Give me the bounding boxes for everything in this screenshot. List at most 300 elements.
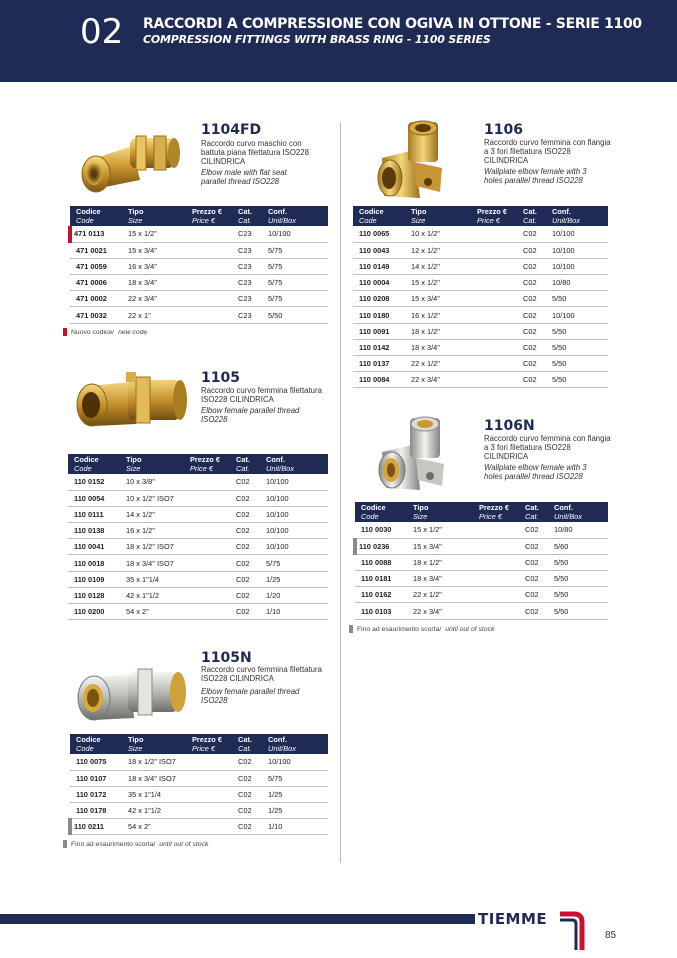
table-row: [353, 307, 608, 323]
cell-box: 5/75: [262, 258, 328, 274]
cell-cat: C02: [232, 770, 262, 786]
col-box-en: Unit/Box: [268, 743, 296, 753]
cell-box: 10/100: [260, 523, 328, 539]
table-header: [70, 734, 328, 754]
cell-size: 18 x 3/4": [405, 339, 471, 355]
product-table-1104fd: [68, 206, 328, 324]
cell-cat: C02: [519, 603, 548, 619]
cell-size: 22 x 1": [122, 307, 186, 323]
cell-price: [473, 522, 519, 538]
cell-box: 10/100: [262, 226, 328, 242]
table-row: [353, 291, 608, 307]
table-row: [70, 275, 328, 291]
product-desc-it-1105n: Raccordo curvo femmina filettatura ISO228 CILINDRICA: [201, 665, 322, 684]
cell-price: [184, 539, 230, 555]
table-row: [353, 275, 608, 291]
cell-size: 15 x 1/2": [122, 226, 186, 242]
cell-price: [186, 803, 232, 819]
cell-cat: C02: [230, 604, 260, 620]
table-row: [355, 538, 608, 554]
col-cat: Cat.: [525, 503, 539, 512]
cell-cat: C23: [232, 242, 262, 258]
col-cat-en: Cat.: [238, 743, 252, 753]
product-table-1106: [353, 206, 608, 388]
cell-code: 110 0137: [353, 356, 405, 372]
cell-code: 471 0021: [70, 242, 122, 258]
cell-size: 22 x 3/4": [407, 603, 473, 619]
col-cat-en: Cat.: [523, 215, 537, 225]
col-cat-en: Cat.: [238, 215, 252, 225]
cell-code: 110 0149: [353, 258, 405, 274]
cell-price: [473, 603, 519, 619]
cell-cat: C02: [232, 803, 262, 819]
cell-box: 5/50: [546, 372, 608, 388]
cell-size: 54 x 2": [120, 604, 184, 620]
cell-code: 110 0109: [68, 571, 120, 587]
note-out-of-stock: [63, 840, 208, 848]
page-header: [0, 0, 677, 82]
cell-cat: C02: [517, 307, 546, 323]
cell-price: [186, 291, 232, 307]
brass-elbow-female-image: [72, 372, 190, 432]
cell-size: 35 x 1"1/4: [122, 786, 186, 802]
col-price-en: Price €: [192, 743, 216, 753]
cell-box: 10/100: [546, 242, 608, 258]
cell-price: [471, 242, 517, 258]
cell-cat: C02: [517, 242, 546, 258]
cell-price: [473, 554, 519, 570]
product-desc-en-1106: Wallplate elbow female with 3 holes parallel thread ISO228: [484, 167, 587, 186]
note-text-en: new code: [118, 328, 148, 336]
cell-size: 15 x 1/2": [407, 522, 473, 538]
cell-price: [184, 571, 230, 587]
cell-size: 15 x 3/4": [407, 538, 473, 554]
cell-box: 1/25: [262, 803, 328, 819]
col-size: Tipo: [128, 207, 144, 216]
product-code-1106n: 1106N: [484, 418, 535, 434]
cell-box: 10/80: [548, 522, 608, 538]
table-row: [70, 803, 328, 819]
table-row: [353, 226, 608, 242]
cell-size: 22 x 3/4": [122, 291, 186, 307]
title-english: COMPRESSION FITTINGS WITH BRASS RING - 1100 SERIES: [143, 33, 491, 46]
cell-box: 1/25: [260, 571, 328, 587]
table-row: [68, 587, 328, 603]
cell-price: [473, 587, 519, 603]
product-table-1106n: [353, 502, 608, 620]
cell-code: 471 0059: [70, 258, 122, 274]
cell-cat: C02: [230, 555, 260, 571]
cell-size: 10 x 3/8": [120, 474, 184, 490]
cell-price: [473, 538, 519, 554]
col-price: Prezzo €: [190, 455, 220, 464]
product-desc-en-1105: Elbow female parallel thread ISO228: [201, 406, 300, 425]
cell-size: 42 x 1"1/2: [120, 587, 184, 603]
col-box: Conf.: [268, 207, 287, 216]
brand-logo: TIEMME: [478, 910, 548, 928]
cell-box: 5/50: [546, 356, 608, 372]
cell-cat: C02: [519, 538, 548, 554]
table-row: [68, 490, 328, 506]
cell-cat: C23: [232, 258, 262, 274]
cell-cat: C02: [230, 571, 260, 587]
cell-code: 110 0054: [68, 490, 120, 506]
cell-code: 110 0162: [355, 587, 407, 603]
cell-cat: C02: [232, 819, 262, 835]
col-box: Conf.: [268, 735, 287, 744]
table-row: [353, 242, 608, 258]
cell-code: 110 0172: [70, 786, 122, 802]
table-row: [68, 506, 328, 522]
cell-code: 110 0211: [70, 819, 122, 835]
cell-box: 10/100: [546, 258, 608, 274]
cell-code: 110 0043: [353, 242, 405, 258]
cell-box: 10/100: [546, 226, 608, 242]
cell-price: [471, 339, 517, 355]
col-price-en: Price €: [190, 463, 214, 473]
note-text-it: Fino ad esaurimento scorta/: [357, 625, 442, 633]
col-price: Prezzo €: [477, 207, 507, 216]
cell-size: 18 x 1/2" ISO7: [120, 539, 184, 555]
cell-size: 14 x 1/2": [405, 258, 471, 274]
cell-size: 18 x 1/2" ISO7: [122, 754, 186, 770]
product-table-1105: [68, 454, 328, 620]
table-row: [353, 372, 608, 388]
table-header: [355, 502, 608, 522]
cell-box: 10/100: [262, 754, 328, 770]
cell-cat: C02: [230, 474, 260, 490]
note-new-code: [63, 328, 147, 336]
cell-box: 1/25: [262, 786, 328, 802]
note-text-it: Fino ad esaurimento scorta/: [71, 840, 156, 848]
cell-code: 110 0018: [68, 555, 120, 571]
col-size: Tipo: [128, 735, 144, 744]
cell-price: [471, 307, 517, 323]
grey-marker-icon: [349, 625, 353, 633]
cell-price: [184, 506, 230, 522]
table-row: [70, 770, 328, 786]
cell-code: 110 0091: [353, 323, 405, 339]
table-header: [70, 206, 328, 226]
cell-cat: C02: [519, 522, 548, 538]
col-price-en: Price €: [192, 215, 216, 225]
col-cat: Cat.: [236, 455, 250, 464]
note-text-en: until out of stock: [445, 625, 495, 633]
table-row: [70, 307, 328, 323]
table-row: [355, 554, 608, 570]
table-row: [70, 226, 328, 242]
red-marker-icon: [63, 328, 67, 336]
cell-cat: C02: [230, 523, 260, 539]
table-row: [68, 555, 328, 571]
cell-size: 12 x 1/2": [405, 242, 471, 258]
col-code-en: Code: [361, 511, 379, 521]
table-row: [355, 571, 608, 587]
col-price-en: Price €: [479, 511, 503, 521]
cell-size: 42 x 1"1/2: [122, 803, 186, 819]
cell-cat: C23: [232, 291, 262, 307]
cell-size: 10 x 1/2" ISO7: [120, 490, 184, 506]
cell-price: [186, 754, 232, 770]
col-code: Codice: [359, 207, 384, 216]
col-price: Prezzo €: [479, 503, 509, 512]
cell-box: 1/20: [260, 587, 328, 603]
cell-cat: C02: [232, 754, 262, 770]
table-row: [70, 242, 328, 258]
page-number: 85: [605, 930, 617, 941]
cell-price: [473, 571, 519, 587]
cell-size: 15 x 3/4": [405, 291, 471, 307]
cell-price: [186, 226, 232, 242]
col-size-en: Size: [128, 743, 143, 753]
table-row: [68, 604, 328, 620]
grey-marker-icon: [63, 840, 67, 848]
cell-size: 35 x 1"1/4: [120, 571, 184, 587]
cell-price: [471, 291, 517, 307]
cell-size: 18 x 1/2": [405, 323, 471, 339]
cell-size: 22 x 3/4": [405, 372, 471, 388]
cell-cat: C02: [519, 571, 548, 587]
table-row: [68, 474, 328, 490]
cell-code: 110 0181: [355, 571, 407, 587]
col-size-en: Size: [126, 463, 141, 473]
cell-price: [186, 770, 232, 786]
table-row: [70, 786, 328, 802]
cell-price: [184, 490, 230, 506]
cell-price: [184, 474, 230, 490]
cell-cat: C02: [230, 506, 260, 522]
product-desc-it-1106: Raccordo curvo femmina con flangia a 3 fori filettatura ISO228 CILINDRICA: [484, 138, 611, 166]
cell-box: 5/50: [546, 291, 608, 307]
cell-code: 471 0002: [70, 291, 122, 307]
cell-cat: C02: [517, 226, 546, 242]
cell-price: [186, 786, 232, 802]
cell-price: [186, 307, 232, 323]
table-row: [353, 323, 608, 339]
cell-price: [186, 275, 232, 291]
cell-code: 110 0142: [353, 339, 405, 355]
col-size: Tipo: [413, 503, 429, 512]
cell-code: 110 0030: [355, 522, 407, 538]
col-code-en: Code: [76, 215, 94, 225]
cell-size: 18 x 3/4" ISO7: [122, 770, 186, 786]
product-desc-it-1106n: Raccordo curvo femmina con flangia a 3 fori filettatura ISO228 CILINDRICA: [484, 434, 611, 462]
cell-size: 18 x 3/4": [122, 275, 186, 291]
cell-size: 16 x 3/4": [122, 258, 186, 274]
cell-cat: C02: [517, 275, 546, 291]
cell-code: 110 0208: [353, 291, 405, 307]
cell-price: [471, 323, 517, 339]
cell-box: 10/100: [260, 474, 328, 490]
cell-code: 110 0180: [353, 307, 405, 323]
col-price-en: Price €: [477, 215, 501, 225]
table-row: [353, 339, 608, 355]
cell-cat: C02: [517, 258, 546, 274]
cell-code: 110 0138: [68, 523, 120, 539]
col-box: Conf.: [552, 207, 571, 216]
table-row: [68, 571, 328, 587]
cell-box: 5/50: [262, 307, 328, 323]
cell-box: 1/10: [260, 604, 328, 620]
col-code-en: Code: [76, 743, 94, 753]
cell-price: [184, 555, 230, 571]
product-code-1105n: 1105N: [201, 650, 252, 666]
cell-code: 110 0084: [353, 372, 405, 388]
note-text-en: until out of stock: [159, 840, 209, 848]
product-desc-it-1104fd: Raccordo curvo maschio con battuta piana filettatura ISO228 CILINDRICA: [201, 139, 309, 167]
cell-size: 15 x 1/2": [405, 275, 471, 291]
cell-box: 5/50: [548, 587, 608, 603]
table-row: [70, 291, 328, 307]
cell-code: 110 0111: [68, 506, 120, 522]
cell-code: 110 0200: [68, 604, 120, 620]
cell-price: [184, 604, 230, 620]
cell-box: 5/50: [548, 571, 608, 587]
cell-price: [471, 258, 517, 274]
col-cat: Cat.: [523, 207, 537, 216]
cell-code: 110 0075: [70, 754, 122, 770]
product-code-1105: 1105: [201, 370, 240, 386]
cell-size: 18 x 3/4": [407, 571, 473, 587]
brass-wallplate-elbow-image: [370, 120, 450, 200]
cell-price: [471, 372, 517, 388]
table-row: [68, 539, 328, 555]
col-code: Codice: [361, 503, 386, 512]
footer-band: [0, 914, 475, 924]
cell-cat: C02: [517, 372, 546, 388]
table-row: [68, 523, 328, 539]
cell-size: 22 x 1/2": [405, 356, 471, 372]
cell-box: 5/75: [262, 291, 328, 307]
cell-box: 1/10: [262, 819, 328, 835]
col-size-en: Size: [128, 215, 143, 225]
table-header: [68, 454, 328, 474]
col-size: Tipo: [411, 207, 427, 216]
col-cat: Cat.: [238, 735, 252, 744]
cell-box: 5/75: [262, 242, 328, 258]
cell-cat: C02: [230, 490, 260, 506]
cell-price: [186, 242, 232, 258]
note-out-of-stock: [349, 625, 494, 633]
cell-code: 110 0128: [68, 587, 120, 603]
cell-size: 18 x 1/2": [407, 554, 473, 570]
product-code-1106: 1106: [484, 122, 523, 138]
pipe-logo-icon: [560, 910, 590, 950]
cell-code: 110 0041: [68, 539, 120, 555]
cell-size: 16 x 1/2": [120, 523, 184, 539]
note-text-it: Nuovo codice/: [71, 328, 115, 336]
cell-box: 5/75: [260, 555, 328, 571]
cell-cat: C23: [232, 307, 262, 323]
cell-code: 110 0065: [353, 226, 405, 242]
col-size: Tipo: [126, 455, 142, 464]
cell-box: 10/100: [546, 307, 608, 323]
cell-cat: C23: [232, 226, 262, 242]
cell-box: 5/50: [548, 554, 608, 570]
product-desc-en-1105n: Elbow female parallel thread ISO228: [201, 687, 300, 706]
cell-cat: C02: [232, 786, 262, 802]
cell-cat: C02: [517, 356, 546, 372]
cell-code: 110 0103: [355, 603, 407, 619]
cell-box: 10/100: [260, 490, 328, 506]
column-divider: [340, 123, 341, 863]
cell-code: 110 0152: [68, 474, 120, 490]
cell-size: 18 x 3/4" ISO7: [120, 555, 184, 571]
cell-price: [471, 356, 517, 372]
cell-code: 471 0113: [70, 226, 122, 242]
cell-size: 15 x 3/4": [122, 242, 186, 258]
cell-price: [471, 275, 517, 291]
col-size-en: Size: [411, 215, 426, 225]
cell-size: 14 x 1/2": [120, 506, 184, 522]
table-row: [70, 258, 328, 274]
nickel-elbow-female-image: [72, 662, 188, 726]
cell-size: 54 x 2": [122, 819, 186, 835]
col-box-en: Unit/Box: [552, 215, 580, 225]
cell-code: 471 0032: [70, 307, 122, 323]
col-code-en: Code: [74, 463, 92, 473]
cell-box: 5/50: [546, 339, 608, 355]
title-italian: RACCORDI A COMPRESSIONE CON OGIVA IN OTTONE - SERIE 1100: [143, 16, 642, 32]
cell-cat: C02: [519, 587, 548, 603]
table-header: [353, 206, 608, 226]
table-row: [355, 603, 608, 619]
cell-cat: C02: [230, 587, 260, 603]
table-row: [355, 522, 608, 538]
cell-price: [186, 819, 232, 835]
col-code: Codice: [76, 207, 101, 216]
cell-price: [184, 587, 230, 603]
cell-cat: C02: [519, 554, 548, 570]
nickel-wallplate-elbow-image: [372, 414, 452, 494]
chapter-number: 02: [80, 12, 124, 52]
cell-price: [186, 258, 232, 274]
cell-size: 16 x 1/2": [405, 307, 471, 323]
table-row: [353, 356, 608, 372]
cell-code: 110 0236: [355, 538, 407, 554]
cell-price: [471, 226, 517, 242]
cell-box: 10/100: [260, 506, 328, 522]
cell-box: 10/100: [260, 539, 328, 555]
col-cat-en: Cat.: [236, 463, 250, 473]
cell-code: 110 0178: [70, 803, 122, 819]
col-code: Codice: [74, 455, 99, 464]
cell-box: 5/50: [548, 603, 608, 619]
product-code-1104fd: 1104FD: [201, 122, 262, 138]
cell-box: 5/50: [546, 323, 608, 339]
table-row: [70, 754, 328, 770]
cell-code: 471 0006: [70, 275, 122, 291]
cell-cat: C02: [517, 339, 546, 355]
table-row: [353, 258, 608, 274]
cell-size: 22 x 1/2": [407, 587, 473, 603]
product-table-1105n: [68, 734, 328, 835]
table-row: [70, 819, 328, 835]
cell-cat: C02: [517, 323, 546, 339]
brass-elbow-male-image: [70, 122, 190, 197]
product-desc-en-1104fd: Elbow male with flat seat parallel thread ISO228: [201, 168, 287, 187]
col-cat: Cat.: [238, 207, 252, 216]
cell-cat: C23: [232, 275, 262, 291]
col-cat-en: Cat.: [525, 511, 539, 521]
col-code-en: Code: [359, 215, 377, 225]
table-row: [355, 587, 608, 603]
col-box: Conf.: [554, 503, 573, 512]
col-box-en: Unit/Box: [554, 511, 582, 521]
cell-cat: C02: [230, 539, 260, 555]
col-code: Codice: [76, 735, 101, 744]
cell-box: 5/75: [262, 770, 328, 786]
